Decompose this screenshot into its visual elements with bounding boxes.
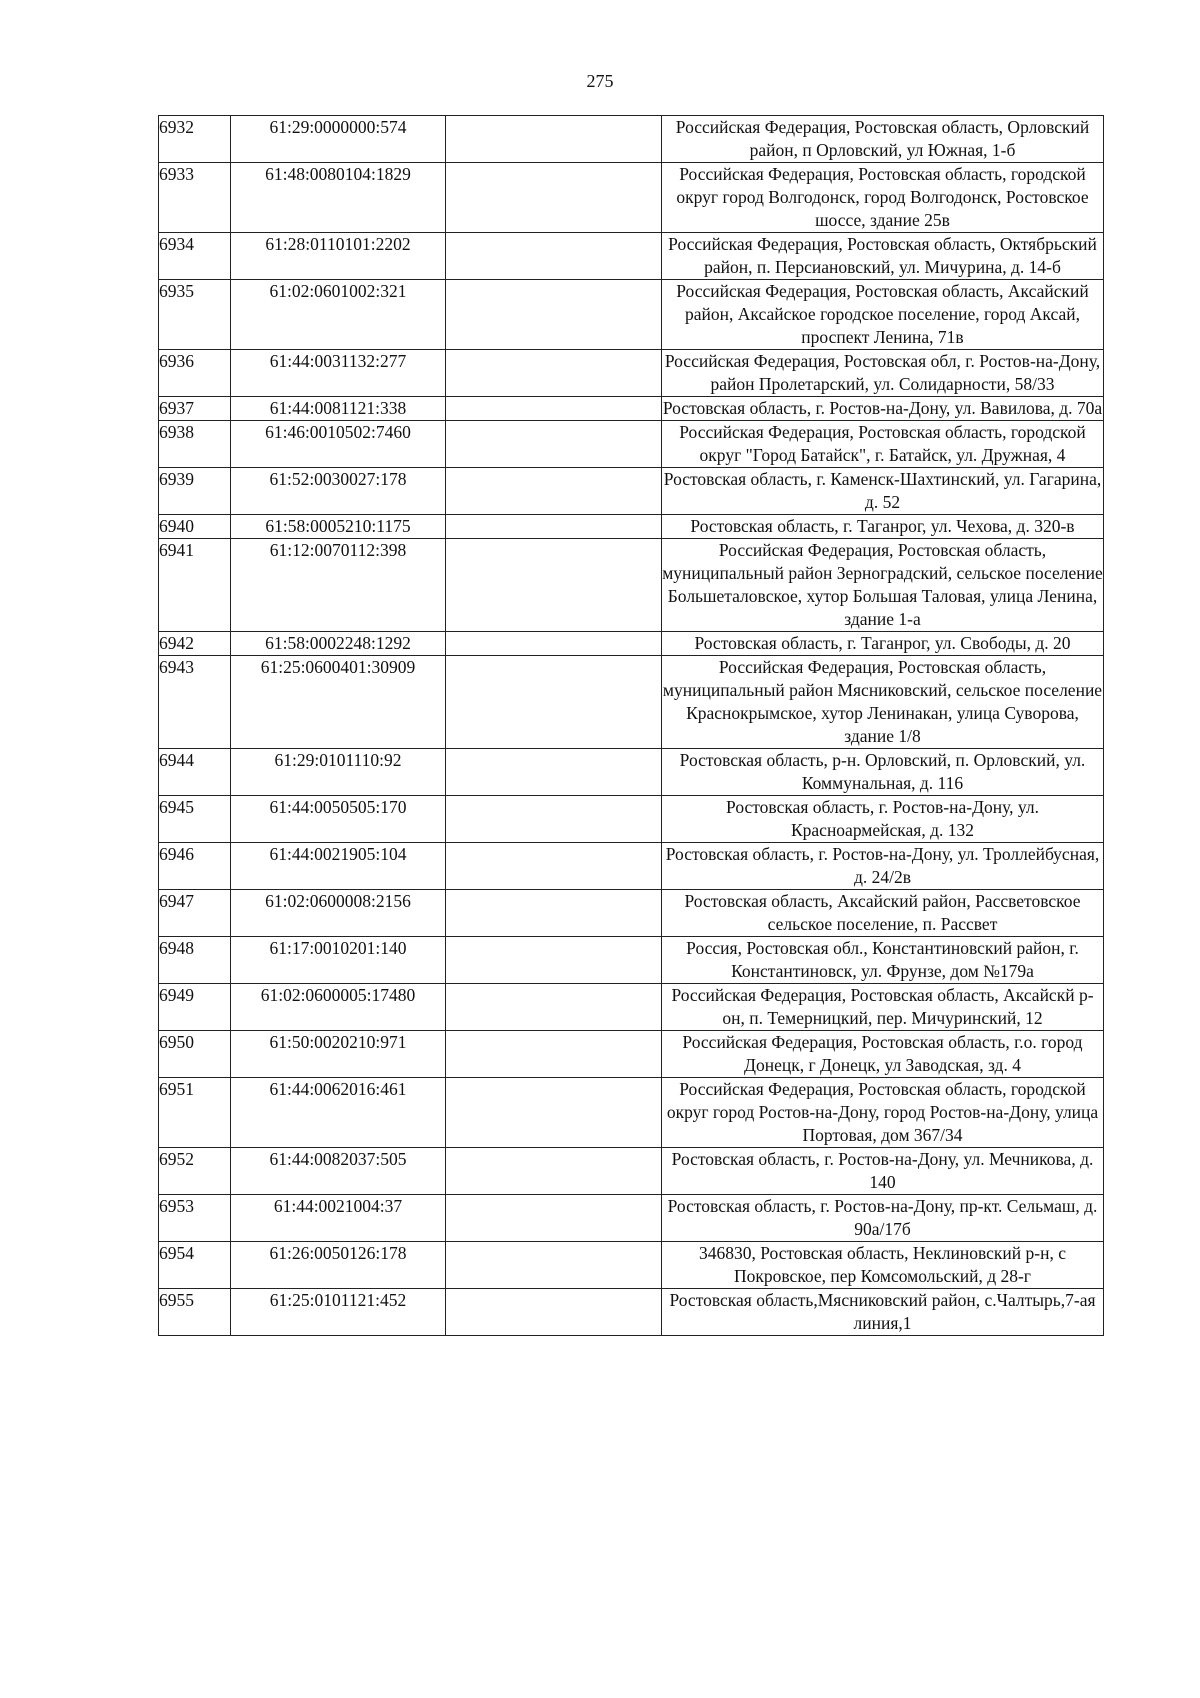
- address-cell: Российская Федерация, Ростовская обл, г. Ростов-на-Дону, район Пролетарский, ул. Солидарности, 58/33: [662, 350, 1104, 397]
- table-row: [159, 843, 1104, 890]
- empty-cell: [446, 539, 662, 632]
- row-number-cell: 6941: [159, 539, 231, 632]
- empty-cell: [446, 350, 662, 397]
- row-number-cell: 6936: [159, 350, 231, 397]
- table-row: [159, 1195, 1104, 1242]
- table-row: [159, 163, 1104, 233]
- empty-cell: [446, 843, 662, 890]
- cadastral-number-cell: 61:44:0021004:37: [231, 1195, 446, 1242]
- row-number-cell: 6935: [159, 280, 231, 350]
- row-number-cell: 6934: [159, 233, 231, 280]
- cadastral-number-cell: 61:44:0031132:277: [231, 350, 446, 397]
- table-row: [159, 468, 1104, 515]
- address-cell: Российская Федерация, Ростовская область, г.о. город Донецк, г Донецк, ул Заводская, зд. 4: [662, 1031, 1104, 1078]
- empty-cell: [446, 233, 662, 280]
- cadastral-number-cell: 61:02:0601002:321: [231, 280, 446, 350]
- row-number-cell: 6954: [159, 1242, 231, 1289]
- address-cell: Ростовская область, г. Каменск-Шахтинский, ул. Гагарина, д. 52: [662, 468, 1104, 515]
- cadastral-number-cell: 61:02:0600005:17480: [231, 984, 446, 1031]
- row-number-cell: 6950: [159, 1031, 231, 1078]
- address-cell: Ростовская область,Мясниковский район, с.Чалтырь,7-ая линия,1: [662, 1289, 1104, 1336]
- address-cell: Ростовская область, Аксайский район, Рассветовское сельское поселение, п. Рассвет: [662, 890, 1104, 937]
- registry-table-body: [159, 116, 1104, 1336]
- cadastral-number-cell: 61:48:0080104:1829: [231, 163, 446, 233]
- table-row: [159, 1289, 1104, 1336]
- address-cell: Ростовская область, г. Ростов-на-Дону, ул. Красноармейская, д. 132: [662, 796, 1104, 843]
- empty-cell: [446, 749, 662, 796]
- empty-cell: [446, 1289, 662, 1336]
- empty-cell: [446, 1148, 662, 1195]
- address-cell: Ростовская область, р-н. Орловский, п. Орловский, ул. Коммунальная, д. 116: [662, 749, 1104, 796]
- cadastral-number-cell: 61:50:0020210:971: [231, 1031, 446, 1078]
- cadastral-number-cell: 61:44:0081121:338: [231, 397, 446, 421]
- address-cell: Российская Федерация, Ростовская область, муниципальный район Зерноградский, сельское поселение Большеталовское, хутор Большая Таловая, улица Ленина, здание 1-а: [662, 539, 1104, 632]
- address-cell: Ростовская область, г. Ростов-на-Дону, ул. Мечникова, д. 140: [662, 1148, 1104, 1195]
- empty-cell: [446, 116, 662, 163]
- table-row: [159, 350, 1104, 397]
- empty-cell: [446, 1078, 662, 1148]
- cadastral-number-cell: 61:46:0010502:7460: [231, 421, 446, 468]
- cadastral-number-cell: 61:29:0101110:92: [231, 749, 446, 796]
- row-number-cell: 6951: [159, 1078, 231, 1148]
- address-cell: Российская Федерация, Ростовская область, Орловский район, п Орловский, ул Южная, 1-б: [662, 116, 1104, 163]
- cadastral-number-cell: 61:44:0082037:505: [231, 1148, 446, 1195]
- row-number-cell: 6942: [159, 632, 231, 656]
- registry-table: [158, 115, 1104, 1336]
- empty-cell: [446, 468, 662, 515]
- table-row: [159, 397, 1104, 421]
- table-row: [159, 937, 1104, 984]
- table-row: [159, 515, 1104, 539]
- address-cell: Российская Федерация, Ростовская область, Октябрьский район, п. Персиановский, ул. Мичурина, д. 14-б: [662, 233, 1104, 280]
- cadastral-number-cell: 61:58:0002248:1292: [231, 632, 446, 656]
- row-number-cell: 6949: [159, 984, 231, 1031]
- row-number-cell: 6945: [159, 796, 231, 843]
- table-row: [159, 1078, 1104, 1148]
- empty-cell: [446, 656, 662, 749]
- row-number-cell: 6939: [159, 468, 231, 515]
- address-cell: Ростовская область, г. Ростов-на-Дону, пр-кт. Сельмаш, д. 90а/17б: [662, 1195, 1104, 1242]
- empty-cell: [446, 632, 662, 656]
- row-number-cell: 6948: [159, 937, 231, 984]
- address-cell: Российская Федерация, Ростовская область, муниципальный район Мясниковский, сельское поселение Краснокрымское, хутор Ленинакан, улица Суворова, здание 1/8: [662, 656, 1104, 749]
- cadastral-number-cell: 61:29:0000000:574: [231, 116, 446, 163]
- cadastral-number-cell: 61:52:0030027:178: [231, 468, 446, 515]
- row-number-cell: 6937: [159, 397, 231, 421]
- table-row: [159, 539, 1104, 632]
- address-cell: Ростовская область, г. Ростов-на-Дону, ул. Вавилова, д. 70а: [662, 397, 1104, 421]
- row-number-cell: 6952: [159, 1148, 231, 1195]
- cadastral-number-cell: 61:44:0062016:461: [231, 1078, 446, 1148]
- address-cell: Российская Федерация, Ростовская область, городской округ город Волгодонск, город Волгодонск, Ростовское шоссе, здание 25в: [662, 163, 1104, 233]
- address-cell: Российская Федерация, Ростовская область, Аксайскй р-он, п. Темерницкий, пер. Мичуринский, 12: [662, 984, 1104, 1031]
- cadastral-number-cell: 61:26:0050126:178: [231, 1242, 446, 1289]
- empty-cell: [446, 163, 662, 233]
- table-row: [159, 749, 1104, 796]
- table-row: [159, 280, 1104, 350]
- empty-cell: [446, 397, 662, 421]
- address-cell: Российская Федерация, Ростовская область, городской округ город Ростов-на-Дону, город Ростов-на-Дону, улица Портовая, дом 367/34: [662, 1078, 1104, 1148]
- table-row: [159, 796, 1104, 843]
- row-number-cell: 6944: [159, 749, 231, 796]
- row-number-cell: 6932: [159, 116, 231, 163]
- address-cell: Россия, Ростовская обл., Константиновский район, г. Константиновск, ул. Фрунзе, дом №179а: [662, 937, 1104, 984]
- address-cell: Российская Федерация, Ростовская область, городской округ "Город Батайск", г. Батайск, ул. Дружная, 4: [662, 421, 1104, 468]
- empty-cell: [446, 421, 662, 468]
- table-row: [159, 421, 1104, 468]
- cadastral-number-cell: 61:25:0600401:30909: [231, 656, 446, 749]
- cadastral-number-cell: 61:44:0021905:104: [231, 843, 446, 890]
- cadastral-number-cell: 61:28:0110101:2202: [231, 233, 446, 280]
- row-number-cell: 6933: [159, 163, 231, 233]
- address-cell: Ростовская область, г. Таганрог, ул. Чехова, д. 320-в: [662, 515, 1104, 539]
- table-row: [159, 984, 1104, 1031]
- empty-cell: [446, 1195, 662, 1242]
- table-row: [159, 1242, 1104, 1289]
- table-row: [159, 890, 1104, 937]
- table-row: [159, 1031, 1104, 1078]
- empty-cell: [446, 280, 662, 350]
- empty-cell: [446, 515, 662, 539]
- row-number-cell: 6947: [159, 890, 231, 937]
- table-row: [159, 116, 1104, 163]
- table-row: [159, 233, 1104, 280]
- row-number-cell: 6953: [159, 1195, 231, 1242]
- cadastral-number-cell: 61:02:0600008:2156: [231, 890, 446, 937]
- address-cell: Ростовская область, г. Таганрог, ул. Свободы, д. 20: [662, 632, 1104, 656]
- cadastral-number-cell: 61:17:0010201:140: [231, 937, 446, 984]
- empty-cell: [446, 984, 662, 1031]
- table-row: [159, 1148, 1104, 1195]
- row-number-cell: 6938: [159, 421, 231, 468]
- address-cell: Российская Федерация, Ростовская область, Аксайский район, Аксайское городское поселение, город Аксай, проспект Ленина, 71в: [662, 280, 1104, 350]
- table-row: [159, 656, 1104, 749]
- empty-cell: [446, 937, 662, 984]
- cadastral-number-cell: 61:12:0070112:398: [231, 539, 446, 632]
- empty-cell: [446, 890, 662, 937]
- row-number-cell: 6946: [159, 843, 231, 890]
- row-number-cell: 6955: [159, 1289, 231, 1336]
- table-row: [159, 632, 1104, 656]
- cadastral-number-cell: 61:58:0005210:1175: [231, 515, 446, 539]
- row-number-cell: 6943: [159, 656, 231, 749]
- address-cell: 346830, Ростовская область, Неклиновский р-н, с Покровское, пер Комсомольский, д 28-г: [662, 1242, 1104, 1289]
- empty-cell: [446, 1031, 662, 1078]
- address-cell: Ростовская область, г. Ростов-на-Дону, ул. Троллейбусная, д. 24/2в: [662, 843, 1104, 890]
- cadastral-number-cell: 61:44:0050505:170: [231, 796, 446, 843]
- empty-cell: [446, 1242, 662, 1289]
- empty-cell: [446, 796, 662, 843]
- row-number-cell: 6940: [159, 515, 231, 539]
- cadastral-number-cell: 61:25:0101121:452: [231, 1289, 446, 1336]
- page-number: 275: [586, 71, 614, 91]
